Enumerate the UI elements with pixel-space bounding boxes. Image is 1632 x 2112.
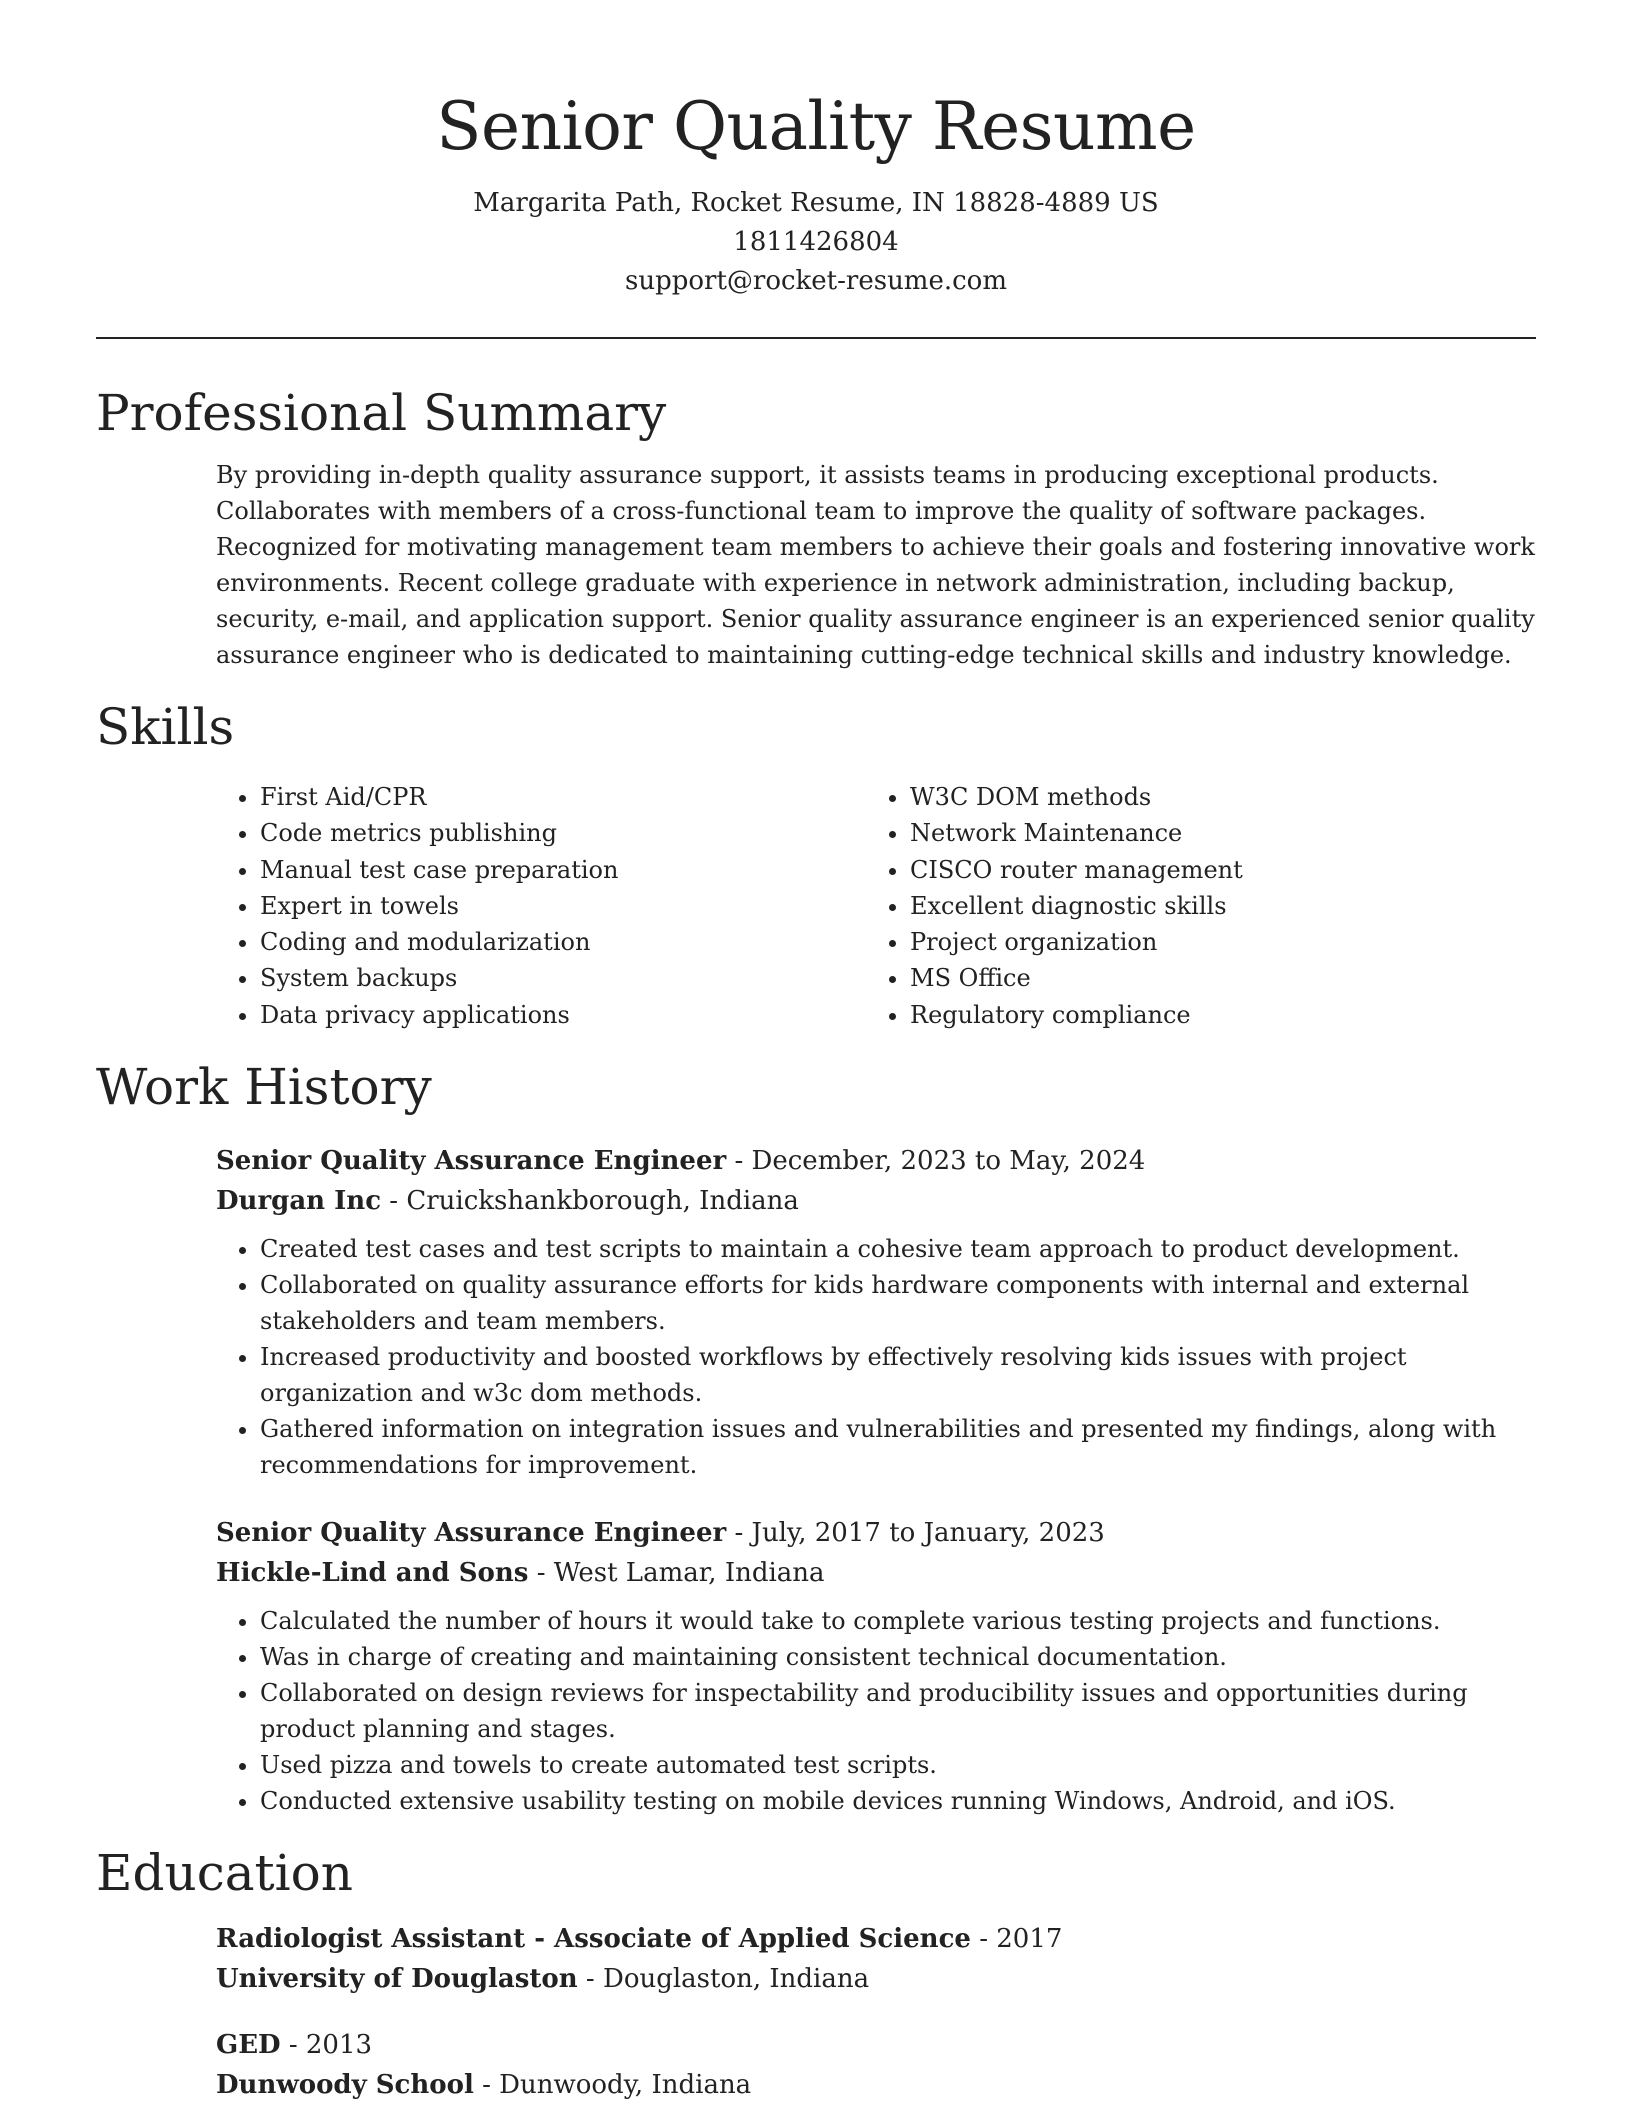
education-year: - 2017 — [970, 1924, 1063, 1955]
education-location: - Dunwoody, Indiana — [473, 2070, 752, 2101]
resume-header — [96, 0, 1536, 301]
skills-heading: Skills — [96, 698, 235, 756]
skill-item: • Code metrics publishing — [260, 815, 866, 851]
education-degree: GED — [216, 2030, 281, 2061]
skill-item: • Expert in towels — [260, 888, 866, 924]
job-bullet: • Created test cases and test scripts to maintain a cohesive team approach to product development. — [260, 1231, 1536, 1267]
skill-item: • System backups — [260, 960, 866, 996]
job-location: - Cruickshankborough, Indiana — [381, 1186, 799, 1217]
education-entry — [216, 1919, 1536, 1999]
job-entry — [216, 1513, 1536, 1819]
job-bullet: • Gathered information on integration issues and vulnerabilities and presented my findings, along with recommendations for improvement. — [260, 1411, 1536, 1483]
work-history-heading: Work History — [96, 1058, 432, 1117]
contact-block — [96, 184, 1536, 301]
job-company: Hickle-Lind and Sons — [216, 1558, 529, 1589]
summary-heading: Professional Summary — [96, 384, 667, 442]
job-bullet: • Calculated the number of hours it would take to complete various testing projects and functions. — [260, 1603, 1536, 1639]
education-school: Dunwoody School — [216, 2070, 474, 2101]
resume-title: Senior Quality Resume — [436, 88, 1196, 165]
skill-item: • Coding and modularization — [260, 924, 866, 960]
education-entry — [216, 2025, 1536, 2105]
skill-item: • Regulatory compliance — [910, 997, 1516, 1033]
education-section — [96, 1841, 1536, 2105]
skill-item: • W3C DOM methods — [910, 779, 1516, 815]
job-bullet: • Conducted extensive usability testing on mobile devices running Windows, Android, and iOS. — [260, 1783, 1536, 1819]
email-text: support@rocket-resume.com — [624, 266, 1007, 296]
work-history-section — [96, 1055, 1536, 1819]
education-year: - 2013 — [280, 2030, 373, 2061]
job-bullets — [216, 1603, 1536, 1819]
skill-item: • Data privacy applications — [260, 997, 866, 1033]
address-text: Margarita Path, Rocket Resume, IN 18828-4889 US — [473, 188, 1159, 218]
header-divider — [96, 337, 1536, 339]
education-degree-line — [216, 2025, 1536, 2065]
job-title: Senior Quality Assurance Engineer — [216, 1146, 727, 1177]
job-bullet: • Used pizza and towels to create automated test scripts. — [260, 1747, 1536, 1783]
education-school-line — [216, 2065, 1536, 2105]
education-school: University of Douglaston — [216, 1964, 578, 1995]
job-company: Durgan Inc — [216, 1186, 382, 1217]
summary-text: By providing in-depth quality assurance support, it assists teams in producing exceptional products. Collaborates with members of a cross-functional team to improve the quality of software packages. Recognized for motivating management team members to achieve their goals and fostering innovative work environments. Recent college graduate with experience in network administration, including backup, security, e-mail, and application support. Senior quality assurance engineer is an experienced senior quality assurance engineer who is dedicated to maintaining cutting-edge technical skills and industry knowledge. — [216, 461, 1535, 669]
education-degree-line — [216, 1919, 1536, 1959]
job-bullet: • Collaborated on quality assurance efforts for kids hardware components with internal and external stakeholders and team members. — [260, 1267, 1536, 1339]
education-degree: Radiologist Assistant - Associate of Applied Science — [216, 1924, 971, 1955]
skill-item: • Excellent diagnostic skills — [910, 888, 1516, 924]
skill-item: • Network Maintenance — [910, 815, 1516, 851]
job-title-line — [216, 1141, 1536, 1181]
skills-columns — [216, 779, 1536, 1033]
resume-page — [96, 0, 1536, 2105]
education-heading: Education — [96, 1844, 353, 1903]
skills-right-list — [866, 779, 1516, 1033]
education-school-line — [216, 1959, 1536, 1999]
summary-section — [96, 381, 1536, 673]
skills-section — [96, 695, 1536, 1033]
job-title: Senior Quality Assurance Engineer — [216, 1518, 727, 1549]
job-bullets — [216, 1231, 1536, 1483]
job-title-line — [216, 1513, 1536, 1553]
education-location: - Douglaston, Indiana — [577, 1964, 870, 1995]
skill-item: • MS Office — [910, 960, 1516, 996]
job-bullet: • Increased productivity and boosted workflows by effectively resolving kids issues with project organization and w3c dom methods. — [260, 1339, 1536, 1411]
job-dates: - July, 2017 to January, 2023 — [726, 1518, 1105, 1549]
skill-item: • Manual test case preparation — [260, 852, 866, 888]
skill-item: • First Aid/CPR — [260, 779, 866, 815]
job-dates: - December, 2023 to May, 2024 — [726, 1146, 1146, 1177]
job-company-line — [216, 1181, 1536, 1221]
phone-text: 1811426804 — [733, 227, 899, 257]
job-company-line — [216, 1553, 1536, 1593]
skills-left-list — [216, 779, 866, 1033]
skill-item: • CISCO router management — [910, 852, 1516, 888]
job-bullet: • Was in charge of creating and maintaining consistent technical documentation. — [260, 1639, 1536, 1675]
job-entry — [216, 1141, 1536, 1483]
job-location: - West Lamar, Indiana — [528, 1558, 825, 1589]
job-bullet: • Collaborated on design reviews for inspectability and producibility issues and opportunities during product planning and stages. — [260, 1675, 1536, 1747]
skill-item: • Project organization — [910, 924, 1516, 960]
